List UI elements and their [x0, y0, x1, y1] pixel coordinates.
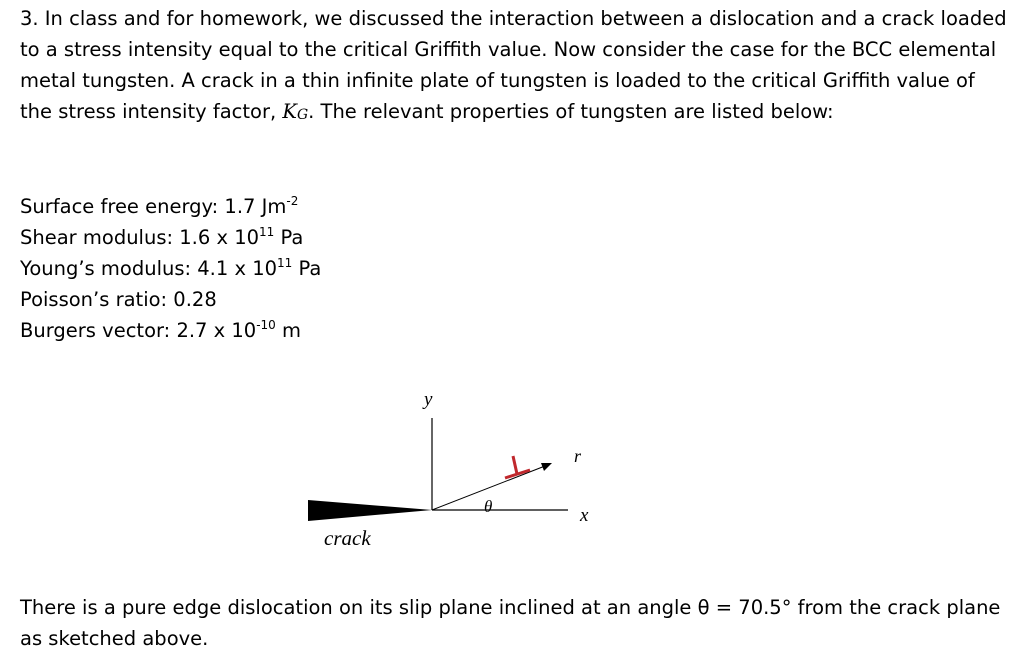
property-label: Poisson’s ratio: 0.28 — [20, 288, 217, 311]
property-unit: Pa — [274, 226, 304, 249]
y-axis-label: y — [424, 389, 433, 410]
property-exponent: -10 — [256, 317, 276, 332]
x-axis-label: x — [580, 505, 589, 526]
theta-label: θ — [484, 497, 493, 516]
k-letter: K — [282, 100, 297, 123]
property-label: Shear modulus: 1.6 x 10 — [20, 226, 260, 249]
k-subscript: G — [296, 107, 309, 123]
crack-wedge — [308, 500, 432, 521]
property-label: Burgers vector: 2.7 x 10 — [20, 319, 257, 342]
edge-dislocation-symbol — [505, 456, 530, 478]
property-unit: m — [275, 319, 302, 342]
problem-closing: There is a pure edge dislocation on its slip plane inclined at an angle θ = 70.5° from the crack plane as sketched above. — [20, 596, 1001, 650]
r-label: r — [574, 446, 582, 466]
intro-prefix: 3. In class and for homework, we discussed the interaction between a dislocation and a crack loaded to a stress intensity equal to the critical Griffith value. Now consider the case for the BCC elemental metal tungsten. A crack in a thin infinite plate of tungsten is loaded to the critical Griffith value of the stress intensity factor, — [20, 7, 1007, 123]
intro-suffix: . The relevant properties of tungsten are listed below: — [308, 100, 834, 123]
property-label: Young’s modulus: 4.1 x 10 — [20, 257, 278, 280]
property-exponent: 11 — [259, 224, 275, 239]
property-exponent: -2 — [286, 193, 299, 208]
property-label: Surface free energy: 1.7 Jm — [20, 195, 287, 218]
property-unit: Pa — [292, 257, 322, 280]
r-arrowhead — [541, 463, 552, 471]
property-exponent: 11 — [277, 255, 293, 270]
crack-label: crack — [324, 526, 371, 550]
